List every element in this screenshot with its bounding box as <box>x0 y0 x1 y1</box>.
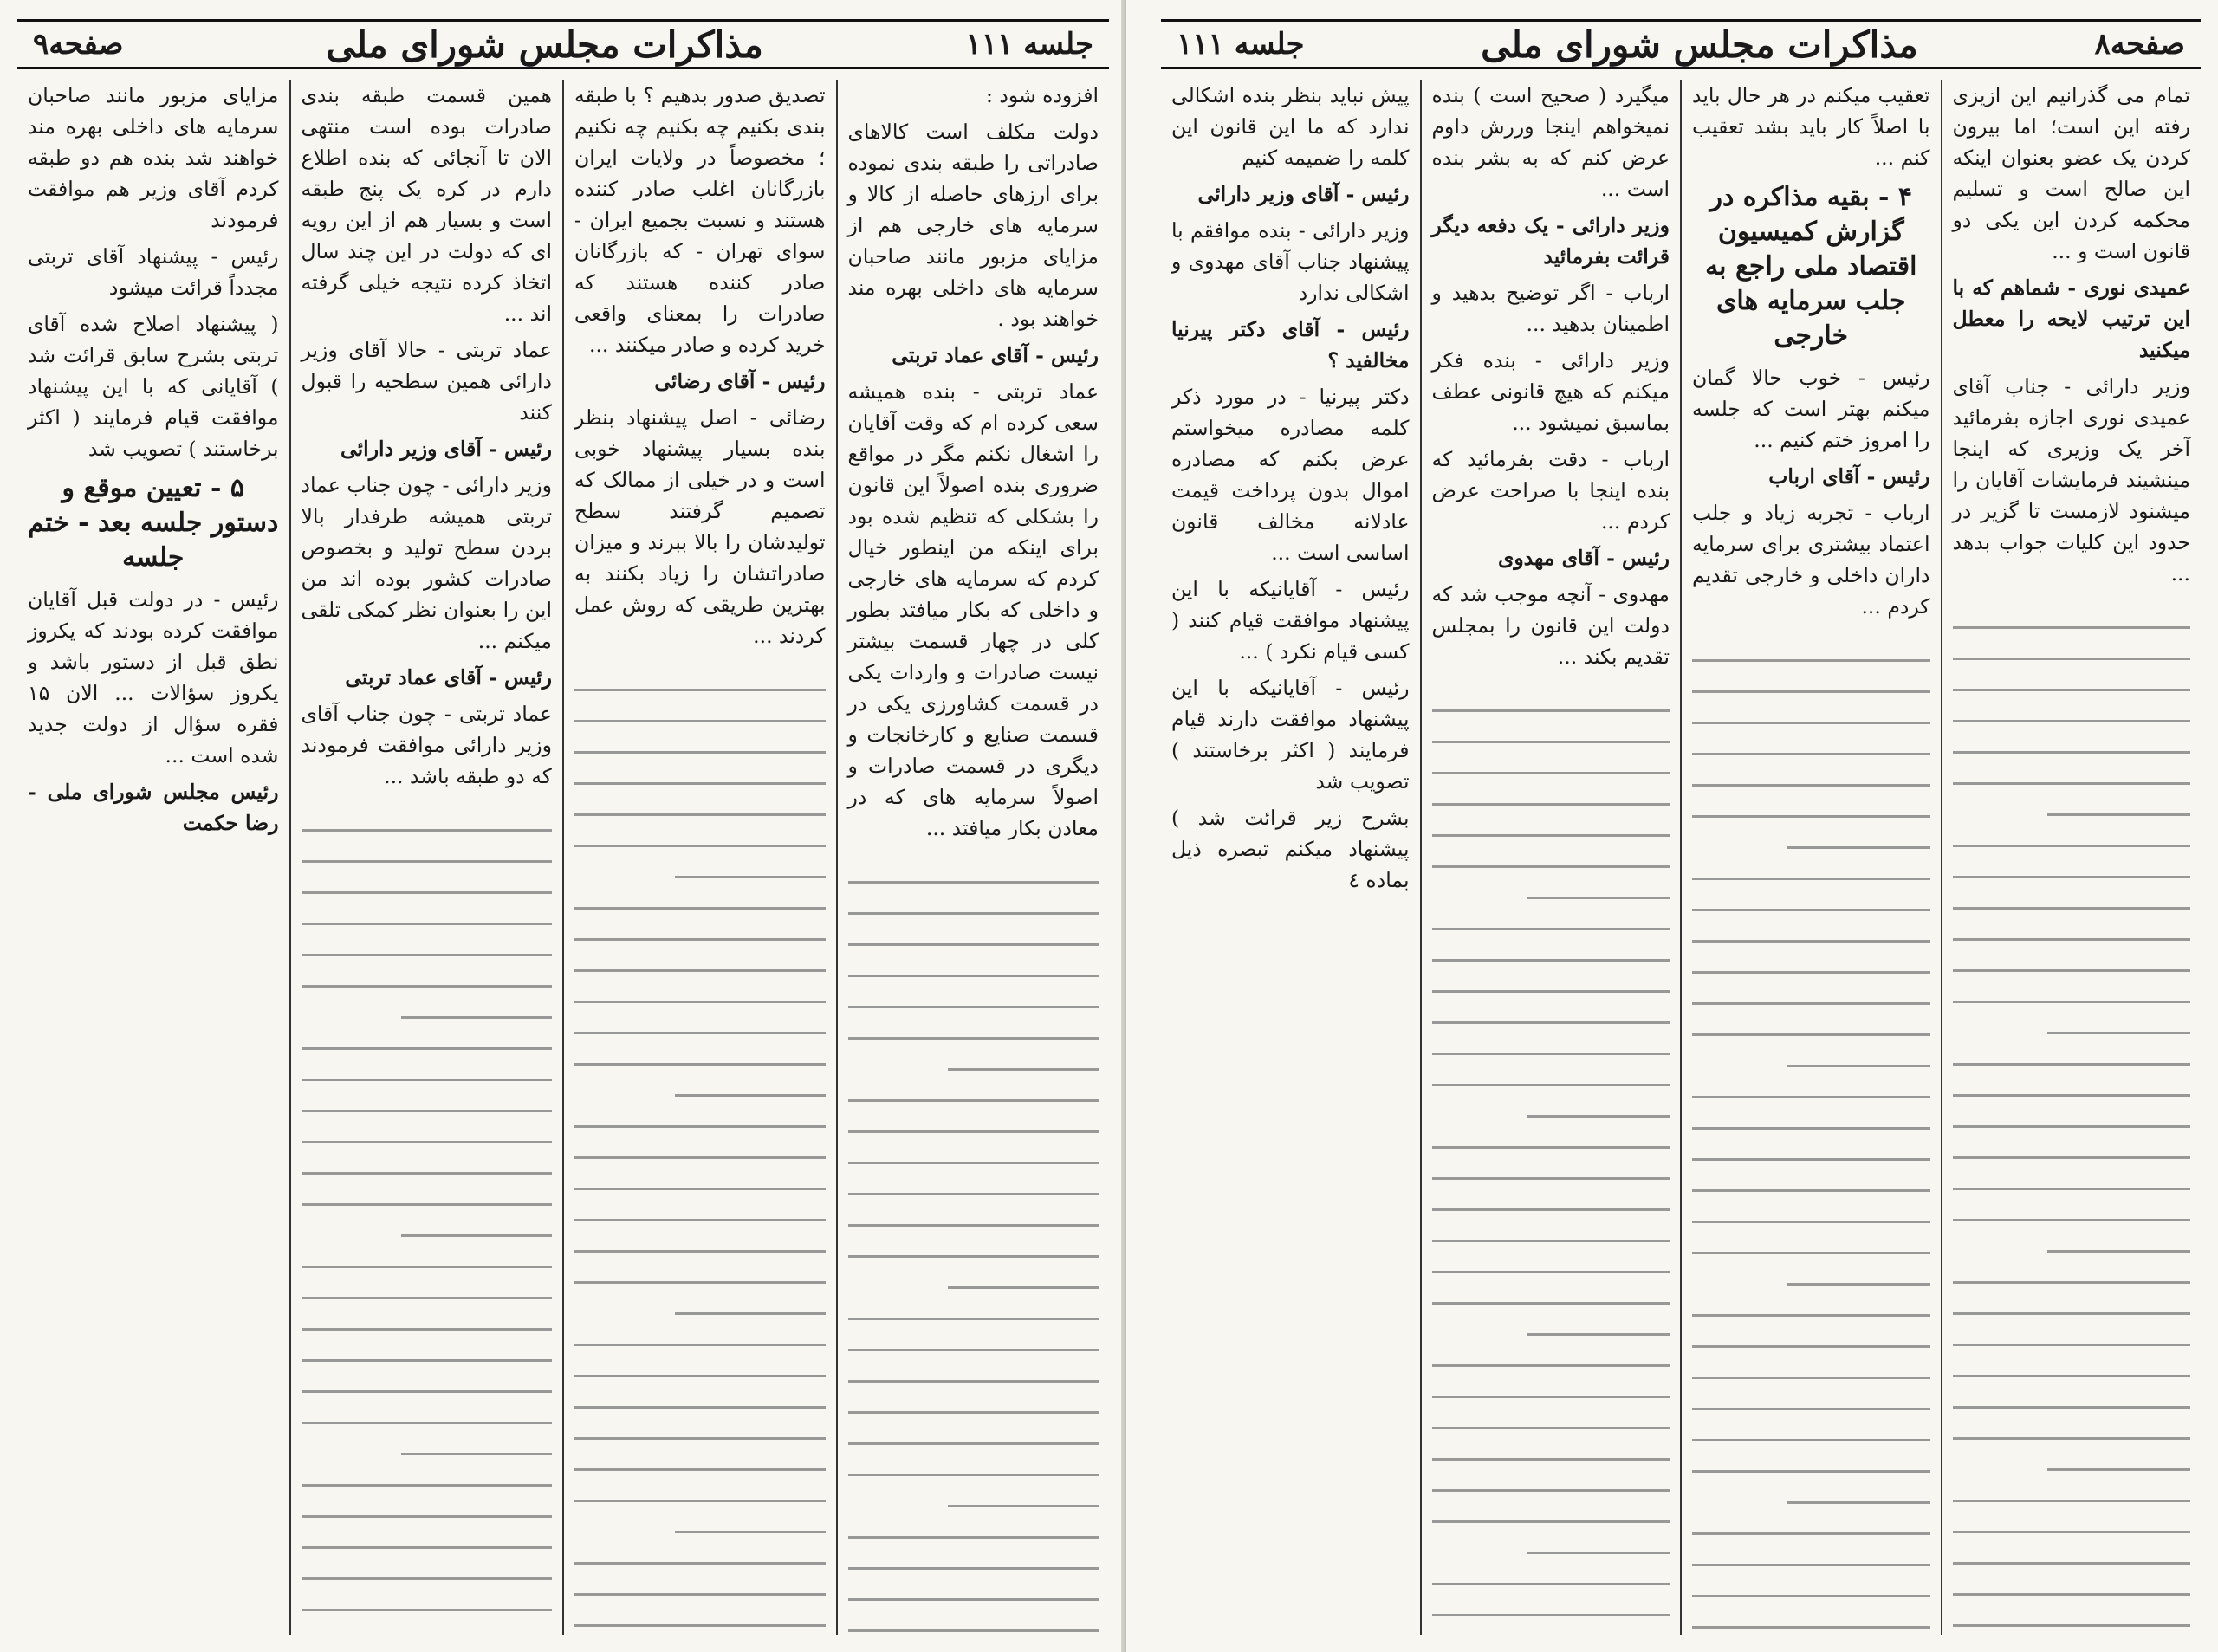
text-line <box>1692 753 1930 755</box>
right-column-4 <box>1161 80 1422 1635</box>
text-line <box>1692 1158 1930 1161</box>
text-line <box>1432 1489 1670 1492</box>
text-line <box>1692 1127 1930 1130</box>
text-line <box>1692 1408 1930 1410</box>
text-line <box>848 1006 1099 1008</box>
text-line <box>1692 815 1930 818</box>
left-session-number: جلسه ۱۱۱ <box>965 27 1093 62</box>
text-line <box>1787 846 1930 849</box>
text-line <box>302 891 553 894</box>
right-col3-para: مهدوی - آنچه موجب شد که دولت این قانون را بمجلس تقدیم بکند ... <box>1431 582 1670 669</box>
right-session-number: جلسه ۱۱۱ <box>1177 27 1305 62</box>
text-line <box>1432 1053 1670 1055</box>
text-line <box>302 923 553 925</box>
text-line <box>948 1068 1099 1071</box>
text-line <box>848 1099 1099 1102</box>
text-line <box>1692 940 1930 943</box>
text-line <box>2047 813 2190 816</box>
text-line <box>574 1281 826 1284</box>
text-line <box>1432 959 1670 962</box>
text-line <box>1432 1583 1670 1585</box>
text-line <box>675 1094 826 1097</box>
text-line <box>1692 690 1930 693</box>
text-line <box>1432 803 1670 806</box>
text-line <box>302 829 553 832</box>
text-line <box>302 1577 553 1580</box>
text-line <box>848 1536 1099 1539</box>
right-col4-para: رئیس - آقایانیکه با این پیشنهاد موافقت دارند قیام فرمایند ( اکثر برخاستند ) تصویب شد <box>1171 676 1410 794</box>
left-col1-para: دولت مکلف است کالاهای صادراتی را طبقه بندی نموده برای ارزهای حاصله از کالا و سرمایه های خارجی هم از مزایای مزبور مانند صاحبان سرمایه های داخلی بهره مند خواهند بود . <box>847 120 1099 331</box>
text-line <box>302 1422 553 1424</box>
right-col2-speaker: رئیس - آقای ارباب <box>1768 464 1930 489</box>
text-line <box>1432 1146 1670 1149</box>
text-line <box>1692 1595 1930 1597</box>
left-col3-para: وزیر دارائی - چون جناب عماد تربتی همیشه طرفدار بالا بردن سطح تولید و بخصوص صادرات کشور بوده اند من این را بعنوان نظر کمکی تلقی میکنم ... <box>301 473 552 653</box>
text-line <box>1432 1271 1670 1273</box>
right-col1-speaker: عمیدی نوری - شماهم که با این ترتیب لایحه را معطل میکنید <box>1952 275 2190 362</box>
right-col4-speaker: رئیس - آقای وزیر دارائی <box>1197 182 1410 206</box>
text-line <box>1692 1564 1930 1566</box>
text-line <box>574 1250 826 1253</box>
text-line <box>401 1234 552 1237</box>
text-line <box>1527 1552 1670 1554</box>
right-col3-speaker: رئیس - آقای مهدوی <box>1497 546 1670 570</box>
text-line <box>1432 709 1670 712</box>
text-line <box>574 1562 826 1565</box>
text-line <box>1953 626 2191 629</box>
right-col4-speaker: رئیس - آقای دکتر پیرنیا مخالفید ؟ <box>1171 317 1410 373</box>
text-line <box>1787 1065 1930 1067</box>
left-column-3 <box>291 80 565 1635</box>
text-line <box>574 782 826 785</box>
text-line <box>848 1255 1099 1258</box>
section-heading: ۴ - بقیه مذاکره در گزارش کمیسیون اقتصاد ملی راجع به جلب سرمایه های خارجی <box>1705 182 1917 351</box>
text-line <box>1692 1470 1930 1473</box>
text-line <box>574 1500 826 1502</box>
text-line <box>848 1567 1099 1570</box>
text-line <box>1953 720 2191 722</box>
left-column-4 <box>17 80 291 1635</box>
text-line <box>948 1286 1099 1289</box>
text-line <box>574 1468 826 1471</box>
text-line <box>302 1172 553 1175</box>
text-line <box>574 938 826 941</box>
left-col1-speaker: رئیس - آقای عماد تربتی <box>892 343 1099 367</box>
text-line <box>1692 1439 1930 1441</box>
left-col4-para: رئیس - پیشنهاد آقای تربتی مجدداً قرائت میشود <box>28 244 279 300</box>
text-line <box>848 1193 1099 1195</box>
text-line <box>848 943 1099 946</box>
text-line <box>302 1297 553 1299</box>
text-line <box>1692 1314 1930 1317</box>
left-col3-para: عماد تربتی - چون جناب آقای وزیر دارائی موافقت فرمودند که دو طبقه باشد ... <box>301 702 552 788</box>
section-heading: ۵ - تعیین موقع و دستور جلسه بعد - ختم جلسه <box>28 473 279 573</box>
text-line <box>574 1344 826 1346</box>
text-line <box>1953 1125 2191 1128</box>
text-line <box>1953 782 2191 785</box>
text-line <box>302 1110 553 1112</box>
right-col3-para: میگیرد ( صحیح است ) بنده نمیخواهم اینجا وررش داوم عرض کنم که به بشر بنده است ... <box>1431 83 1670 201</box>
right-col3-para: وزیر دارائی - بنده فکر میکنم که هیچ قانونی عطف بماسبق نمیشود ... <box>1431 348 1670 435</box>
text-line <box>302 1047 553 1050</box>
text-line <box>848 1130 1099 1133</box>
text-line <box>1953 1562 2191 1565</box>
text-line <box>848 1162 1099 1164</box>
text-line <box>302 1484 553 1487</box>
text-line <box>574 1375 826 1377</box>
text-line <box>574 689 826 691</box>
right-column-3 <box>1422 80 1683 1635</box>
text-line <box>1953 751 2191 754</box>
left-col1-para: عماد تربتی - بنده همیشه سعی کرده ام که وقت آقایان را اشغال نکنم مگر در مواقع ضروری بنده اصولاً این قانون را بشکلی که تنظیم شده بود برای اینکه من اینطور خیال کردم که سرمایه های خارجی و داخلی که بکار میافتد بطور کلی در چهار قسمت بیشتر نیست صادرات و واردات یکی در قسمت کشاورزی یکی در قسمت صنایع و کارخانجات و دیگری در قسمت صادرات و اصولاً سرمایه های که در معادن بکار میافتد ... <box>847 379 1099 840</box>
right-col1-para: وزیر دارائی - جناب آقای عمیدی نوری اجازه بفرمائید آخر یک وزیری که اینجا مینشیند فرمایشات آقایان را میشنود لازمست تا گزیر در حدود این کلیات جواب بدهد ... <box>1952 374 2190 586</box>
text-line <box>1432 1208 1670 1211</box>
left-col4-para: رئیس - در دولت قبل آقایان موافقت کرده بودند که یکروز نطق قبل از دستور باشد و یکروز سؤالات ... الان ۱۵ فقره سؤال از دولت جدید شده است ... <box>28 587 279 768</box>
text-line <box>1432 1021 1670 1024</box>
right-columns <box>1161 80 2201 1635</box>
text-line <box>1953 1375 2191 1377</box>
text-line <box>1692 1532 1930 1535</box>
text-line <box>1432 741 1670 743</box>
text-line <box>1432 1458 1670 1461</box>
text-line <box>1432 865 1670 868</box>
text-line <box>1953 1531 2191 1533</box>
left-column-1 <box>838 80 1110 1635</box>
text-line <box>1432 1240 1670 1242</box>
text-line <box>1953 1063 2191 1066</box>
text-line <box>574 1156 826 1159</box>
text-line <box>1432 990 1670 993</box>
left-col3-speaker: رئیس - آقای وزیر دارائی <box>340 437 552 461</box>
left-col2-para: رضائی - اصل پیشنهاد بنظر بنده بسیار پیشنهاد خوبی است و در خیلی از ممالک که تصمیم گرفتند سطح تولیدشان را بالا ببرند و میزان صادراتشان را زیاد بکنند به بهترین طریقی که روش عمل کردند ... <box>574 405 826 648</box>
left-page-number: صفحه۹ <box>33 27 124 62</box>
text-line <box>574 1125 826 1128</box>
text-line <box>1953 1312 2191 1315</box>
text-line <box>1527 1333 1670 1336</box>
text-line <box>848 1318 1099 1320</box>
right-col3-para: ارباب - دقت بفرمائید که بنده اینجا با صراحت عرض کردم ... <box>1431 447 1670 534</box>
text-line <box>848 1442 1099 1445</box>
text-lines <box>574 660 826 1635</box>
text-lines <box>848 852 1099 1635</box>
text-line <box>401 1453 552 1455</box>
text-line <box>1953 1094 2191 1097</box>
left-col2-speaker: رئیس - آقای رضائی <box>654 369 826 393</box>
text-line <box>848 975 1099 977</box>
text-line <box>1692 1626 1930 1629</box>
text-line <box>1787 1283 1930 1286</box>
text-line <box>574 1001 826 1003</box>
text-line <box>1432 1302 1670 1305</box>
text-line <box>1787 1501 1930 1504</box>
text-line <box>574 1063 826 1066</box>
text-line <box>848 881 1099 884</box>
text-line <box>574 1406 826 1409</box>
text-line <box>302 1609 553 1611</box>
text-line <box>1692 1345 1930 1348</box>
text-line <box>848 1411 1099 1414</box>
text-line <box>675 876 826 878</box>
text-line <box>574 907 826 910</box>
text-line <box>1953 1219 2191 1221</box>
right-page-header <box>1161 19 2201 69</box>
text-line <box>848 1224 1099 1227</box>
left-col3-para: عماد تربتی - حالا آقای وزیر دارائی همین سطحیه را قبول کنند <box>301 338 552 424</box>
text-line <box>302 1390 553 1393</box>
text-line <box>574 1032 826 1034</box>
text-line <box>2047 1250 2190 1253</box>
text-line <box>574 1437 826 1440</box>
text-line <box>2047 1032 2190 1034</box>
left-page-title: مذاکرات مجلس شورای ملی <box>326 23 763 66</box>
text-line <box>302 1515 553 1518</box>
signature-line: رئیس مجلس شورای ملی - رضا حکمت <box>28 780 279 835</box>
text-line <box>1692 1033 1930 1036</box>
text-line <box>1953 1281 2191 1284</box>
text-line <box>1527 897 1670 899</box>
right-page-title: مذاکرات مجلس شورای ملی <box>1481 23 1918 66</box>
right-page-number: صفحه۸ <box>2094 27 2185 62</box>
text-line <box>848 1037 1099 1040</box>
text-line <box>1432 1427 1670 1429</box>
right-col1-para: تمام می گذرانیم این ازیزی رفته این است؛ اما بیرون کردن یک عضو بعنوان اینکه این صالح است و تسلیم محکمه کردن این یکی دو قانون است و ... <box>1952 83 2190 263</box>
text-lines <box>1953 598 2191 1635</box>
text-line <box>1432 1177 1670 1180</box>
text-line <box>302 954 553 956</box>
text-line <box>574 751 826 754</box>
text-line <box>302 1328 553 1331</box>
right-col4-para: بشرح زیر قرائت شد ) پیشنهاد میکنم تبصره ذیل بماده ٤ <box>1171 806 1410 892</box>
right-col4-para: رئیس - آقایانیکه با این پیشنهاد موافقت قیام کنند ( کسی قیام نکرد ) ... <box>1171 577 1410 664</box>
text-line <box>1953 1406 2191 1409</box>
text-line <box>574 1624 826 1627</box>
text-line <box>1953 1593 2191 1596</box>
text-line <box>1692 909 1930 911</box>
right-col4-para: دکتر پیرنیا - در مورد ذکر کلمه مصادره میخواستم عرض بکنم که مصادره اموال بدون پرداخت قیمت عادلانه مخالف قانون اساسی است ... <box>1171 385 1410 565</box>
text-line <box>848 1349 1099 1351</box>
text-line <box>1953 689 2191 691</box>
text-line <box>675 1312 826 1315</box>
right-column-2 <box>1682 80 1942 1635</box>
text-line <box>1432 772 1670 774</box>
text-line <box>1692 784 1930 787</box>
text-lines <box>1692 631 1930 1635</box>
right-col2-para: رئیس - خوب حالا گمان میکنم بهتر است که جلسه را امروز ختم کنیم ... <box>1692 366 1930 452</box>
text-line <box>1953 1188 2191 1190</box>
text-line <box>1432 1084 1670 1086</box>
text-line <box>848 912 1099 915</box>
text-line <box>302 1141 553 1143</box>
right-col3-para: ارباب - اگر توضیح بدهید و اطمینان بدهید ... <box>1431 281 1670 336</box>
text-line <box>1953 845 2191 847</box>
text-line <box>675 1531 826 1533</box>
text-line <box>848 1380 1099 1383</box>
text-line <box>1692 1377 1930 1379</box>
left-col1-para: افزوده شود : <box>985 83 1099 107</box>
text-line <box>1953 1624 2191 1627</box>
right-col3-speaker: وزیر دارائی - یک دفعه دیگر قرائت بفرمائید <box>1431 213 1670 269</box>
left-column-2 <box>564 80 838 1635</box>
left-col3-speaker: رئیس - آقای عماد تربتی <box>345 665 552 690</box>
text-line <box>1953 1344 2191 1346</box>
right-col4-para: وزیر دارائی - بنده موافقم با پیشنهاد جناب آقای مهدوی و اشکالی ندارد <box>1171 218 1410 305</box>
text-line <box>1432 928 1670 930</box>
text-line <box>1692 1002 1930 1005</box>
right-col2-para: ارباب - تجربه زیاد و جلب اعتماد بیشتری برای سرمایه داران داخلی و خارجی تقدیم کردم ... <box>1692 501 1930 619</box>
text-line <box>1432 1396 1670 1398</box>
left-page-header <box>17 19 1109 69</box>
text-line <box>1953 907 2191 910</box>
text-line <box>574 969 826 972</box>
right-page <box>1126 0 2218 1652</box>
left-col2-para: تصدیق صدور بدهیم ؟ با طبقه بندی بکنیم چه بکنیم چه نکنیم ؛ مخصوصاً در ولایات ایران بازرگانان اغلب صادر کننده هستند و نسبت بجمیع ایران - سوای تهران - که بازرگانان صادر کننده هستند که صادرات را بمعنای واقعی خرید کرده و صادر میکنند ... <box>574 83 826 357</box>
text-line <box>302 985 553 988</box>
text-line <box>848 1629 1099 1632</box>
text-line <box>574 1188 826 1190</box>
text-line <box>1953 1437 2191 1440</box>
right-column-1 <box>1942 80 2202 1635</box>
text-line <box>2047 1468 2190 1471</box>
left-col4-para: مزایای مزبور مانند صاحبان سرمایه های داخلی بهره مند خواهند شد بنده هم دو طبقه کردم آقای وزیر هم موافقت فرمودند <box>28 83 279 232</box>
text-line <box>1692 878 1930 880</box>
text-lines <box>1432 681 1670 1635</box>
text-line <box>1432 834 1670 837</box>
text-line <box>1432 1520 1670 1523</box>
text-line <box>1432 1364 1670 1367</box>
text-line <box>1953 1001 2191 1003</box>
text-line <box>574 720 826 722</box>
right-col4-para: پیش نباید بنظر بنده اشکالی ندارد که ما این قانون این کلمه را ضمیمه کنیم <box>1171 83 1410 170</box>
text-line <box>574 845 826 847</box>
text-line <box>401 1016 552 1019</box>
text-line <box>848 1598 1099 1601</box>
text-line <box>1692 659 1930 662</box>
text-line <box>1692 1252 1930 1254</box>
left-col3-para: همین قسمت طبقه بندی صادرات بوده است منتهی الان تا آنجائی که بنده اطلاع دارم در کره یک پنج طبقه است و بسیار هم از این رویه ای که دولت در این چند سال اتخاذ کرده نتیجه خیلی گرفته اند ... <box>301 83 552 326</box>
text-line <box>1953 938 2191 941</box>
left-col4-para: ( پیشنهاد اصلاح شده آقای تربتی بشرح سابق قرائت شد ) آقایانی که با این پیشنهاد موافقت قیام فرمایند ( اکثر برخاستند ) تصویب شد <box>28 312 279 461</box>
text-line <box>1527 1115 1670 1118</box>
text-line <box>1692 971 1930 974</box>
text-line <box>302 1266 553 1268</box>
right-col2-para: تعقیب میکنم در هر حال باید با اصلاً کار باید بشد تعقیب کنم ... <box>1692 83 1930 170</box>
text-line <box>302 860 553 863</box>
text-line <box>1432 1614 1670 1616</box>
text-line <box>848 1474 1099 1476</box>
text-line <box>1953 876 2191 878</box>
text-line <box>1953 969 2191 972</box>
text-line <box>1692 722 1930 724</box>
text-line <box>574 1219 826 1221</box>
text-line <box>302 1203 553 1206</box>
text-line <box>574 813 826 816</box>
text-line <box>574 1593 826 1596</box>
text-lines <box>302 800 553 1635</box>
text-line <box>948 1505 1099 1507</box>
text-line <box>1953 658 2191 660</box>
text-line <box>1692 1221 1930 1223</box>
text-line <box>1953 1500 2191 1502</box>
text-line <box>302 1079 553 1081</box>
text-line <box>302 1546 553 1549</box>
text-line <box>1953 1156 2191 1159</box>
text-line <box>1692 1096 1930 1098</box>
text-line <box>302 1359 553 1362</box>
text-line <box>1692 1189 1930 1192</box>
left-columns <box>17 80 1109 1635</box>
